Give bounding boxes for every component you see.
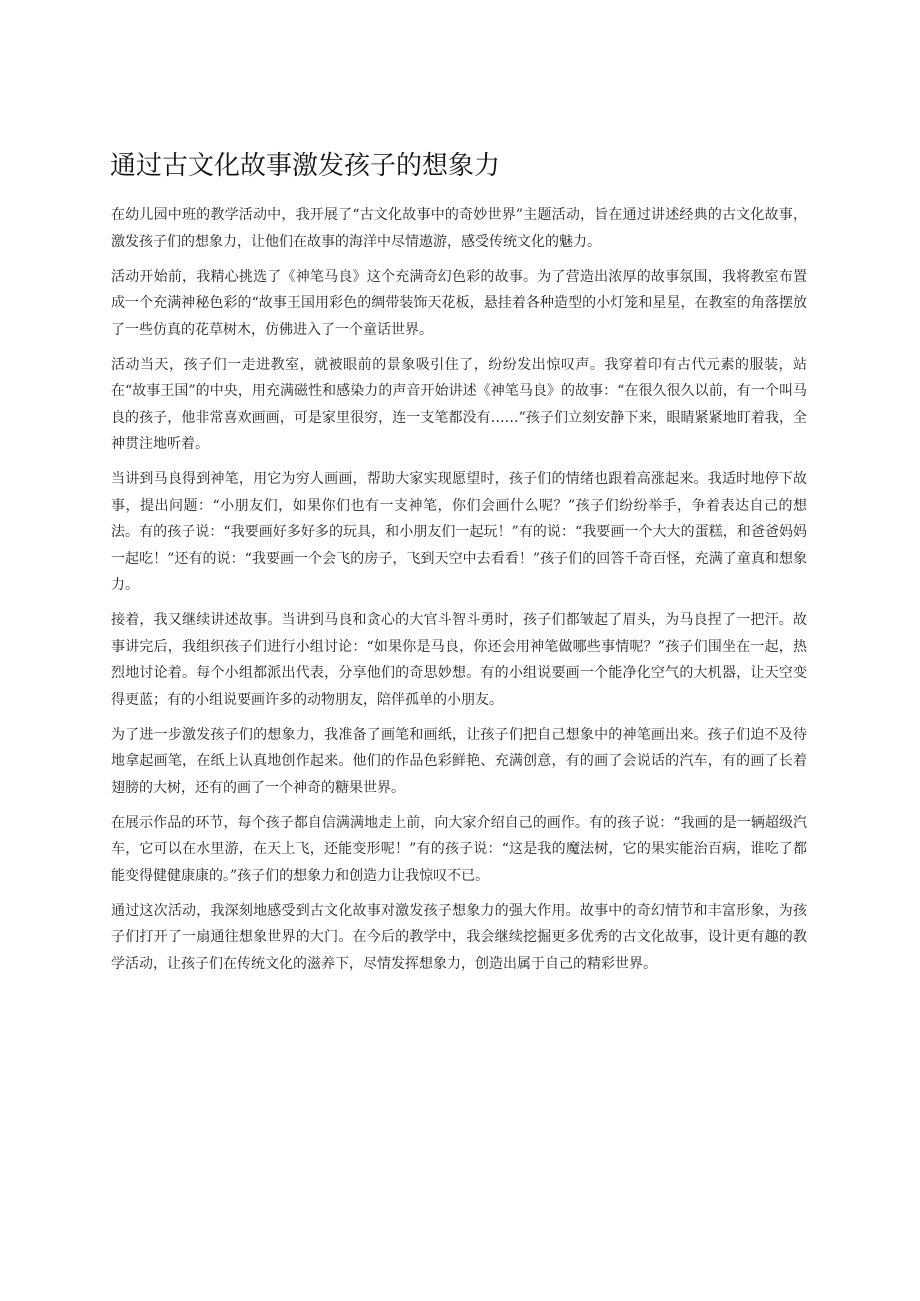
paragraph-2: 活动开始前，我精心挑选了《神笔马良》这个充满奇幻色彩的故事。为了营造出浓厚的故事氛围，我将教室布置成一个充满神秘色彩的“故事王国用彩色的绸带装饰天花板，悬挂着各种造型的小灯笼和星星，在教室的角落摆放了一些仿真的花草树木，仿佛进入了一个童话世界。 [111, 268, 807, 338]
document-title: 通过古文化故事激发孩子的想象力 [110, 151, 501, 181]
paragraph-3: 活动当天，孩子们一走进教室，就被眼前的景象吸引住了，纷纷发出惊叹声。我穿着印有古代元素的服装，站在“故事王国”的中央，用充满磁性和感染力的声音开始讲述《神笔马良》的故事：“在很久很久以前，有一个叫马良的孩子，他非常喜欢画画，可是家里很穷，连一支笔都没有……”孩子们立刻安静下来，眼睛紧紧地盯着我，全神贯注地听着。 [111, 356, 808, 452]
paragraph-6: 为了进一步激发孩子们的想象力，我准备了画笔和画纸，让孩子们把自己想象中的神笔画出来。孩子们迫不及待地拿起画笔，在纸上认真地创作起来。他们的作品色彩鲜艳、充满创意，有的画了会说话的汽车，有的画了长着翅膀的大树，还有的画了一个神奇的糖果世界。 [111, 726, 807, 796]
paragraph-4: 当讲到马良得到神笔，用它为穷人画画，帮助大家实现愿望时，孩子们的情绪也跟着高涨起来。我适时地停下故事，提出问题：“小朋友们，如果你们也有一支神笔，你们会画什么呢？”孩子们纷纷举手，争着表达自己的想法。有的孩子说：“我要画好多好多的玩具，和小朋友们一起玩！”有的说：“我要画一个大大的蛋糕，和爸爸妈妈一起吃！”还有的说：“我要画一个会飞的房子，飞到天空中去看看！”孩子们的回答千奇百怪，充满了童真和想象力。 [111, 471, 807, 593]
paragraph-5: 接着，我又继续讲述故事。当讲到马良和贪心的大官斗智斗勇时，孩子们都皱起了眉头，为马良捏了一把汗。故事讲完后，我组织孩子们进行小组讨论：“如果你是马良，你还会用神笔做哪些事情呢？”孩子们围坐在一起，热烈地讨论着。每个小组都派出代表，分享他们的奇思妙想。有的小组说要画一个能净化空气的大机器，让天空变得更蓝；有的小组说要画许多的动物朋友，陪伴孤单的小朋友。 [111, 612, 807, 708]
document-body [111, 202, 807, 986]
paragraph-1: 在幼儿园中班的教学活动中，我开展了“古文化故事中的奇妙世界”主题活动，旨在通过讲述经典的古文化故事，激发孩子们的想象力，让他们在故事的海洋中尽情遨游，感受传统文化的魅力。 [111, 207, 807, 250]
paragraph-7: 在展示作品的环节，每个孩子都自信满满地走上前，向大家介绍自己的画作。有的孩子说：“我画的是一辆超级汽车，它可以在水里游，在天上飞，还能变形呢！”有的孩子说：“这是我的魔法树，它的果实能治百病，谁吃了都能变得健健康康的。”孩子们的想象力和创造力让我惊叹不已。 [111, 814, 807, 884]
paragraph-8: 通过这次活动，我深刻地感受到古文化故事对激发孩子想象力的强大作用。故事中的奇幻情节和丰富形象，为孩子们打开了一扇通往想象世界的大门。在今后的教学中，我会继续挖掘更多优秀的古文化故事，设计更有趣的教学活动，让孩子们在传统文化的滋养下，尽情发挥想象力，创造出属于自己的精彩世界。 [111, 902, 807, 972]
